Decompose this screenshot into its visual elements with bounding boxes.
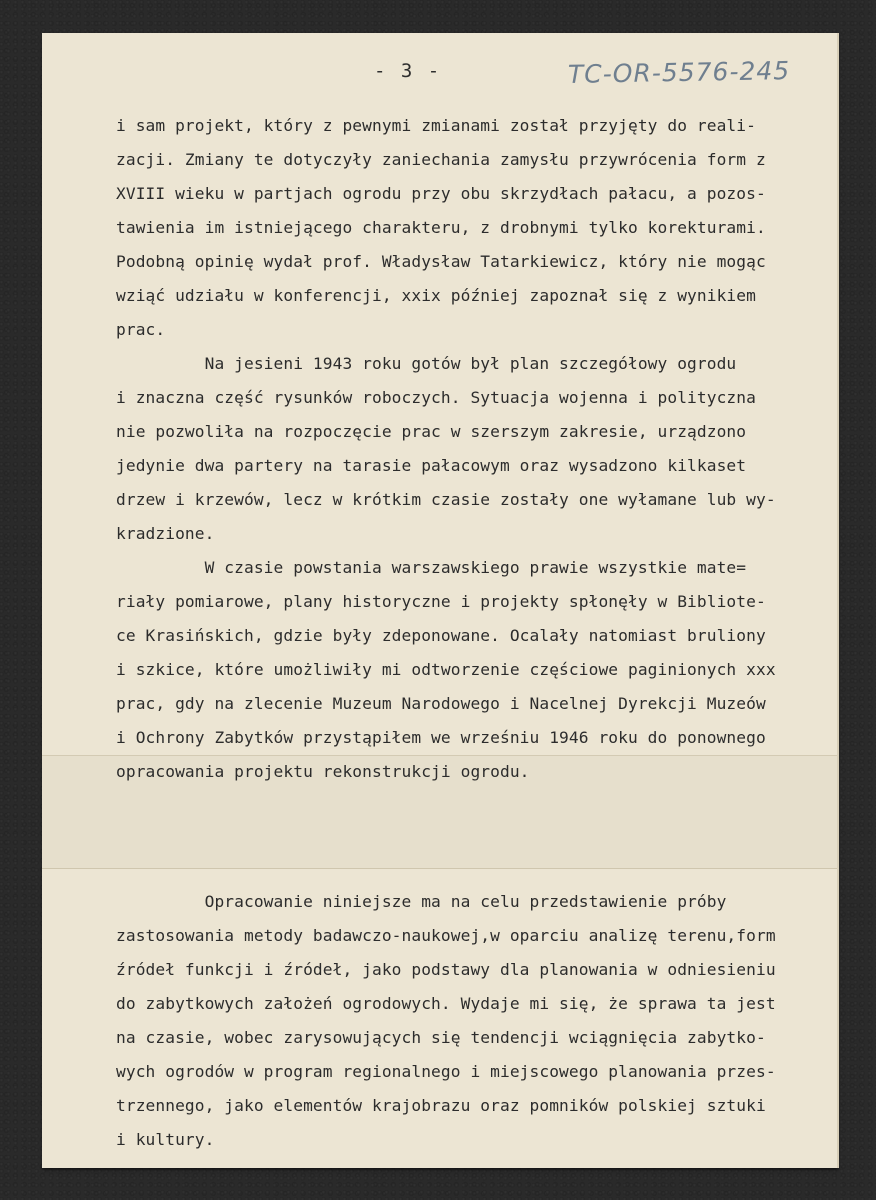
text-line: XVIII wieku w partjach ogrodu przy obu skrzydłach pałacu, a pozos- — [116, 184, 766, 203]
text-line: prac. — [116, 320, 166, 339]
text-line: kradzione. — [116, 524, 215, 543]
lower-paragraph — [116, 885, 836, 1157]
text-line: tawienia im istniejącego charakteru, z drobnymi tylko korekturami. — [116, 218, 766, 237]
text-line: zacji. Zmiany te dotyczyły zaniechania zamysłu przywrócenia form z — [116, 150, 766, 169]
text-line: drzew i krzewów, lecz w krótkim czasie zostały one wyłamane lub wy- — [116, 490, 776, 509]
text-line: źródeł funkcji i źródeł, jako podstawy dla planowania w odniesieniu — [116, 960, 776, 979]
text-line: ce Krasińskich, gdzie były zdeponowane. Ocalały natomiast bruliony — [116, 626, 766, 645]
text-line: Podobną opinię wydał prof. Władysław Tatarkiewicz, który nie mogąc — [116, 252, 766, 271]
text-line: opracowania projektu rekonstrukcji ogrodu. — [116, 762, 530, 781]
page-number: - 3 - — [374, 60, 442, 82]
upper-paragraphs — [116, 109, 836, 789]
text-line: nie pozwoliła na rozpoczęcie prac w szerszym zakresie, urządzono — [116, 422, 747, 441]
text-line: prac, gdy na zlecenie Muzeum Narodowego i Nacelnej Dyrekcji Muzeów — [116, 694, 766, 713]
text-line: i znaczna część rysunków roboczych. Sytuacja wojenna i polityczna — [116, 388, 756, 407]
archive-reference: TC-OR-5576-245 — [567, 56, 791, 89]
document-page — [42, 33, 837, 1168]
text-line: W czasie powstania warszawskiego prawie wszystkie mate= — [116, 558, 747, 577]
text-line: Opracowanie niniejsze ma na celu przedstawienie próby — [116, 892, 727, 911]
text-line: trzennego, jako elementów krajobrazu oraz pomników polskiej sztuki — [116, 1096, 766, 1115]
text-line: na czasie, wobec zarysowujących się tendencji wciągnięcia zabytko- — [116, 1028, 766, 1047]
page-edge — [837, 33, 839, 1168]
text-line: jedynie dwa partery na tarasie pałacowym oraz wysadzono kilkaset — [116, 456, 747, 475]
text-line: i kultury. — [116, 1130, 215, 1149]
text-line: i szkice, które umożliwiły mi odtworzenie częściowe paginionych xxx — [116, 660, 776, 679]
text-line: zastosowania metody badawczo-naukowej,w oparciu analizę terenu,form — [116, 926, 776, 945]
text-line: i sam projekt, który z pewnymi zmianami został przyjęty do reali- — [116, 116, 756, 135]
text-line: i Ochrony Zabytków przystąpiłem we wrześniu 1946 roku do ponownego — [116, 728, 766, 747]
text-line: riały pomiarowe, plany historyczne i projekty spłonęły w Bibliote- — [116, 592, 766, 611]
text-line: Na jesieni 1943 roku gotów był plan szczegółowy ogrodu — [116, 354, 737, 373]
text-line: do zabytkowych założeń ogrodowych. Wydaje mi się, że sprawa ta jest — [116, 994, 776, 1013]
text-line: wych ogrodów w program regionalnego i miejscowego planowania przes- — [116, 1062, 776, 1081]
text-line: wziąć udziału w konferencji, xxix później zapoznał się z wynikiem — [116, 286, 756, 305]
